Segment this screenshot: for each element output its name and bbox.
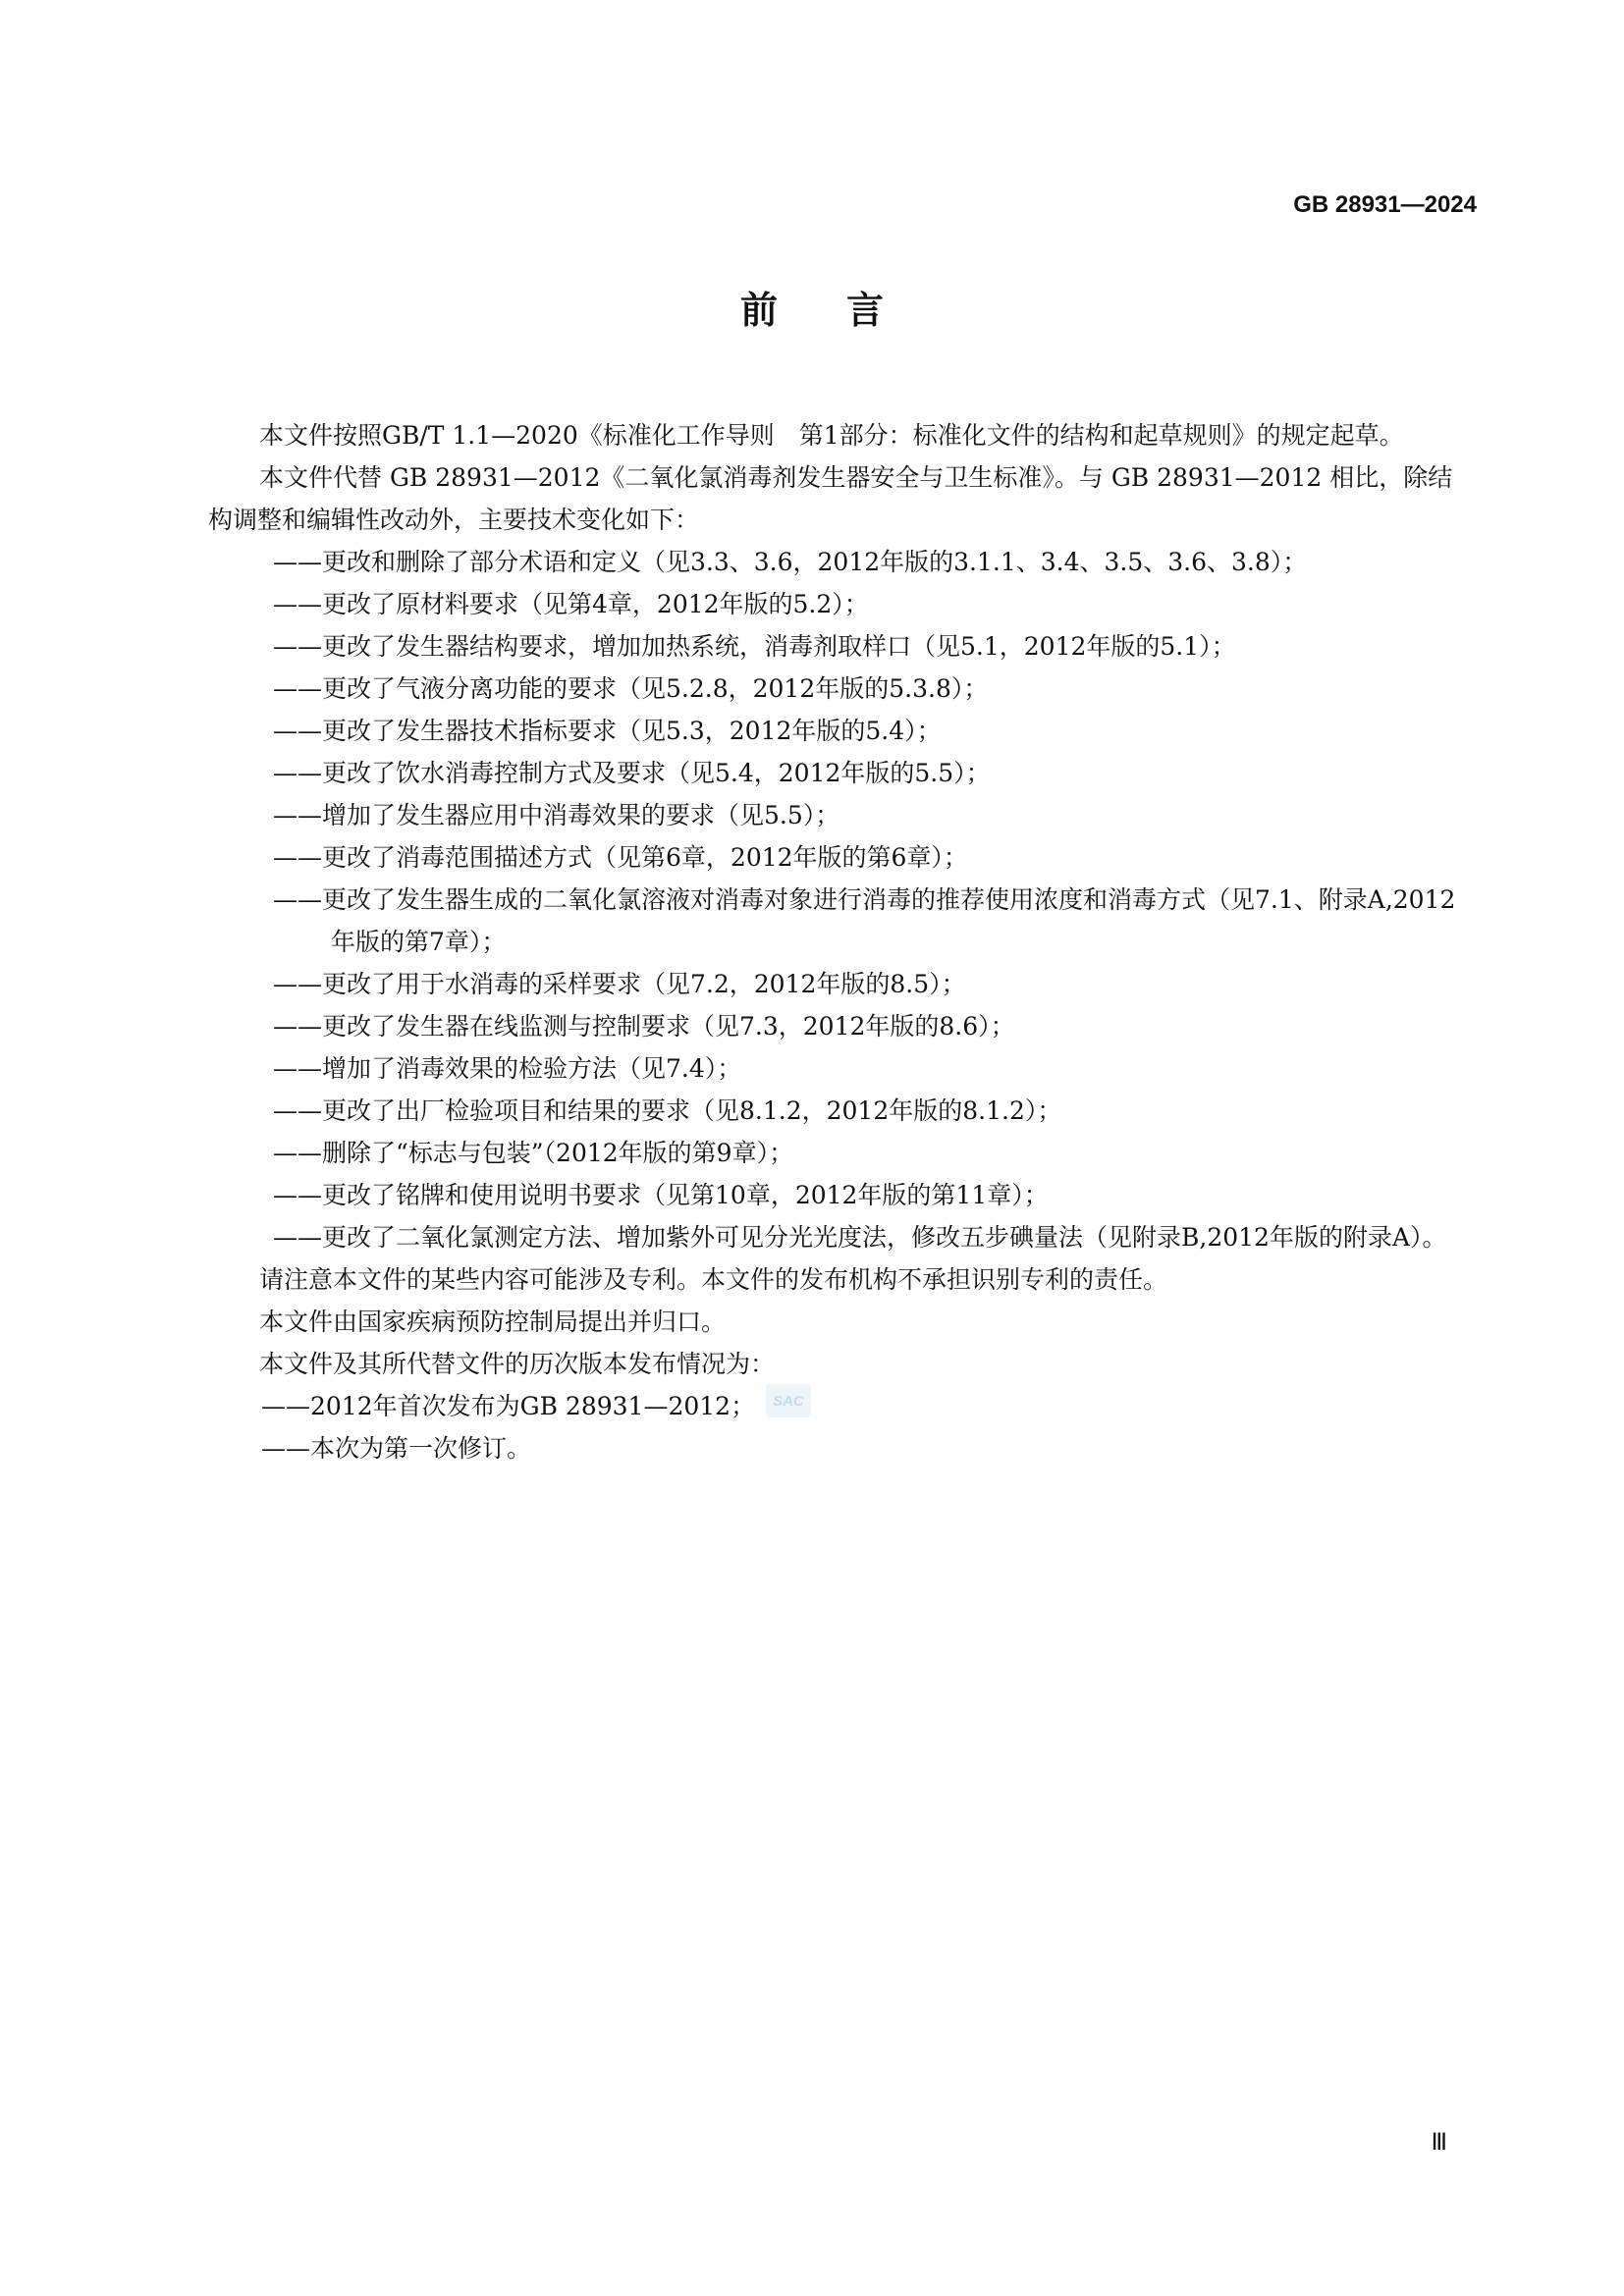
- list-item: ——更改了饮水消毒控制方式及要求（见5.4，2012年版的5.5）；: [273, 759, 991, 787]
- list-item: ——更改了发生器结构要求，增加加热系统，消毒剂取样口（见5.1，2012年版的5.1）；: [273, 632, 1236, 661]
- document-code: GB 28931—2024: [1293, 191, 1477, 218]
- paragraph: 本文件按照GB/T 1.1—2020《标准化工作导则 第1部分：标准化文件的结构和起草规则》的规定起草。: [259, 421, 1404, 450]
- list-item: ——删除了“标志与包装”（2012年版的第9章）；: [273, 1139, 794, 1167]
- foreword-body: [208, 414, 1475, 1469]
- list-item: ——更改了发生器技术指标要求（见5.3，2012年版的5.4）；: [273, 717, 942, 745]
- list-item: ——更改了原材料要求（见第4章，2012年版的5.2）；: [273, 590, 869, 618]
- page-number: Ⅲ: [1431, 2130, 1447, 2156]
- paragraph: 请注意本文件的某些内容可能涉及专利。本文件的发布机构不承担识别专利的责任。: [259, 1265, 1168, 1294]
- paragraph: 本文件及其所代替文件的历次版本发布情况为：: [259, 1350, 776, 1378]
- list-item: ——更改了出厂检验项目和结果的要求（见8.1.2，2012年版的8.1.2）；: [273, 1096, 1062, 1125]
- history-item: ——2012年首次发布为GB 28931—2012；: [261, 1392, 756, 1420]
- list-item: ——更改了用于水消毒的采样要求（见7.2，2012年版的8.5）；: [273, 970, 966, 998]
- sac-watermark-logo: SAC: [766, 1384, 811, 1417]
- list-item: ——更改和删除了部分术语和定义（见3.3、3.6，2012年版的3.1.1、3.4、3.5、3.6、3.8）；: [273, 548, 1308, 576]
- list-item: ——更改了二氧化氯测定方法、增加紫外可见分光光度法，修改五步碘量法（见附录B,2012年版的附录A）。: [273, 1223, 1447, 1252]
- list-item: ——更改了气液分离功能的要求（见5.2.8，2012年版的5.3.8）；: [273, 674, 989, 703]
- paragraph: 本文件代替 GB 28931—2012《二氧化氯消毒剂发生器安全与卫生标准》。与 GB 28931—2012 相比，除结构调整和编辑性改动外，主要技术变化如下：: [208, 463, 1453, 534]
- list-item: ——更改了发生器在线监测与控制要求（见7.3，2012年版的8.6）；: [273, 1012, 1015, 1041]
- page-title: 前言: [739, 289, 952, 332]
- list-item: ——增加了发生器应用中消毒效果的要求（见5.5）；: [273, 801, 840, 829]
- paragraph: 本文件由国家疾病预防控制局提出并归口。: [259, 1308, 727, 1336]
- list-item: ——更改了消毒范围描述方式（见第6章，2012年版的第6章）；: [273, 843, 968, 872]
- history-item: ——本次为第一次修订。: [261, 1434, 532, 1463]
- list-item: ——增加了消毒效果的检验方法（见7.4）；: [273, 1054, 742, 1083]
- list-item: ——更改了发生器生成的二氧化氯溶液对消毒对象进行消毒的推荐使用浓度和消毒方式（见7.1、附录A,2012年版的第7章）；: [273, 885, 1456, 956]
- list-item: ——更改了铭牌和使用说明书要求（见第10章，2012年版的第11章）；: [273, 1181, 1049, 1209]
